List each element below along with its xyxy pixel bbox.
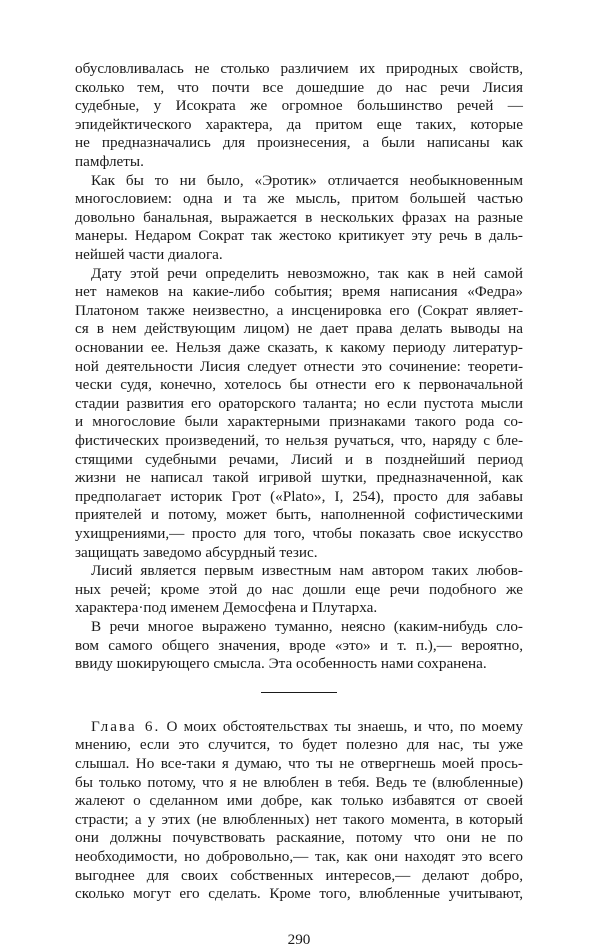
text-line: обусловливалась не столько различием их природных свойств, [75, 60, 523, 77]
chapter-label: Глава 6. [91, 717, 161, 735]
text-line: сколько могут его сделать. Кроме того, влюбленные учитывают, [75, 885, 523, 903]
text-line: страсти; а у этих (не влюбленных) нет такого момента, в который [75, 810, 523, 828]
text-line: довольно банальная, выражается в нескольких фразах на разные [75, 208, 523, 226]
text-line: памфлеты. [75, 153, 144, 170]
chapter-continuation [75, 0, 523, 900]
text-line: фистических произведений, то нельзя ручаться, что, наряду с бле- [75, 432, 523, 449]
text-line: сколько тем, что почти все дошедшие до нас речи Лисия [75, 78, 523, 96]
text-line: предполагает историк Грот («Plato», I, 254), просто для забавы [75, 487, 523, 505]
text-line: Как бы то ни было, «Эротик» отличается необыкновенным [91, 171, 523, 189]
text-line: В речи многое выражено туманно, неясно (каким-нибудь сло- [91, 618, 523, 635]
page-number: 290 [287, 930, 311, 948]
text-line: слышал. Но все-таки я думаю, что ты не отвергнешь моей прось- [75, 755, 523, 772]
text-line: судебные, у Исократа же огромное большинство речей — [75, 97, 523, 115]
text-line: они должны почувствовать раскаяние, потому что они не по [75, 829, 523, 847]
text-line: стящими судебными речами, Лисий и в позднейший период [75, 450, 523, 468]
text-line: Платоном также неизвестно, а инсценировка его (Сократ являет- [75, 301, 523, 319]
text-line: жизни не написал такой игривой шутки, предназначенной, как [75, 469, 523, 487]
text-line: ухищрениями,— просто для того, чтобы показать свое искусство [75, 525, 523, 542]
text-line: ввиду шокирующего смысла. Эта особенность нами сохранена. [75, 655, 487, 673]
text-line: защищать заведомо абсурдный тезис. [75, 543, 318, 561]
text-line: многословием: одна и та же мысль, притом большей частью [75, 190, 523, 208]
text-line: вом самого общего значения, вроде «это» и т. п.),— вероятно, [75, 636, 523, 654]
text-line: выгоднее для своих собственных интересов,— делают добро, [75, 866, 523, 884]
text-line: жалеют о сделанном ими добре, как только избавятся от своей [75, 792, 523, 810]
text-line: Лисий является первым известным нам автором таких любов- [91, 562, 523, 580]
text-line: основании ее. Нельзя даже сказать, к какому периоду литератур- [75, 339, 523, 356]
text-line: ных речей; кроме этой до нас дошли еще речи подобного же [75, 580, 523, 598]
text-line: не предназначались для произнесения, а были написаны как [75, 134, 523, 152]
text-line: манеры. Недаром Сократ так жестоко критикует эту речь в даль- [75, 227, 523, 245]
text-line: бы только потому, что я не влюблен в тебя. Ведь те (влюбленные) [75, 773, 523, 791]
text-line: нейшей части диалога. [75, 246, 223, 263]
text-line: характера·под именем Демосфена и Плутарха. [75, 599, 378, 617]
text-line: ся в нем действующим лицом) не дает права делать выводы на [75, 320, 523, 338]
text-line: нет намеков на какие-либо события; время написания «Федра» [75, 283, 523, 301]
text-line: эпидейктического характера, да притом еще таких, которые [75, 115, 523, 133]
text-line: приятелей и потому, может быть, наполненной софистическими [75, 506, 523, 524]
text-line: необходимости, но добровольно,— так, как они находят это всего [75, 848, 523, 865]
text-line: мнению, если это случится, то будет полезно для нас, ты уже [75, 736, 523, 754]
text-line: Дату этой речи определить невозможно, так как в ней самой [91, 264, 523, 282]
text-line: ной деятельности Лисия следует отнести это сочинение: теорети- [75, 357, 523, 375]
text-line: и многословие были характерными признаками такого рода со- [75, 413, 523, 431]
chapter-first-line-text: О моих обстоятельствах ты знаешь, и что, по моему [166, 717, 523, 735]
text-line: стадии развития его ораторского таланта; но если пустота мысли [75, 394, 523, 412]
text-line: чески судя, конечно, хотелось бы отнести его к первоначальной [75, 376, 523, 394]
